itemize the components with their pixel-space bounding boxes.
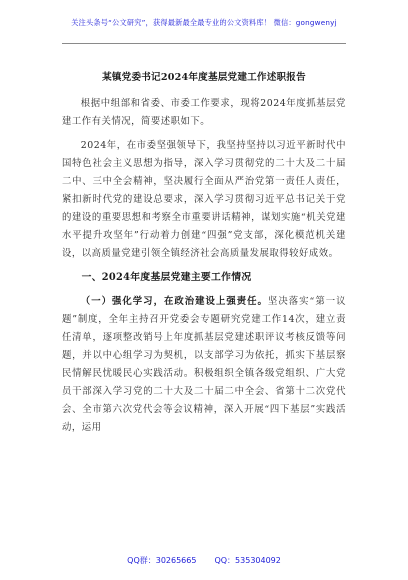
footer-qq: QQ：535304092 <box>214 556 281 565</box>
intro-paragraph: 根据中组部和省委、市委工作要求，现将2024年度抓基层党建工作有关情况，简要述职如下。 <box>62 98 346 127</box>
subsection-heading: （一）强化学习，在政治建设上强责任。 <box>80 296 268 307</box>
section-heading: 一、2024年度基层党建主要工作情况 <box>81 272 252 283</box>
overview-paragraph: 2024年，在市委坚强领导下，我坚持坚持以习近平新时代中国特色社会主义思想为指导，深入学习贯彻党的二十大及二十届二中、三中全会精神，坚决履行全面从严治党第一责任人责任，紧扣新时代党的建设总要求，深入学习贯彻习近平总书记关于党的建设的重要思想和考察全市重要讲话精神，谋划实施“机关党建水平提升攻坚年”行动着力创建“四强”党支部，深化模范机关建设，以高质量党建引领全镇经济社会高质量发展取得较好成效。 <box>62 140 346 259</box>
subsection-paragraph <box>62 293 346 437</box>
footer-contact <box>0 555 408 566</box>
subsection-body: 坚决落实“第一议题”制度，全年主持召开党委会专题研究党建工作14次，建立责任清单，逐项整改销号上年度抓基层党建述职评议考核反馈等问题，并以中心组学习为契机，以支部学习为依托，抓实下基层察民情解民忧暖民心实践活动。积极组织全镇各级党组织、广大党员干部深入学习党的二十大及二十届二中全会、省第十二次党代会、全市第六次党代会等会议精神，深入开展“四下基层”实践活动，运用 <box>62 296 346 433</box>
header-divider <box>62 43 346 44</box>
document-body <box>62 95 346 437</box>
footer-qq-group: QQ群：30265665 <box>127 556 197 565</box>
document-title: 某镇党委书记2024年度基层党建工作述职报告 <box>102 72 306 83</box>
header-banner: 关注头条号“公文研究”，获得最新最全最专业的公文资料库！ 微信：gongwenyj <box>71 18 337 27</box>
